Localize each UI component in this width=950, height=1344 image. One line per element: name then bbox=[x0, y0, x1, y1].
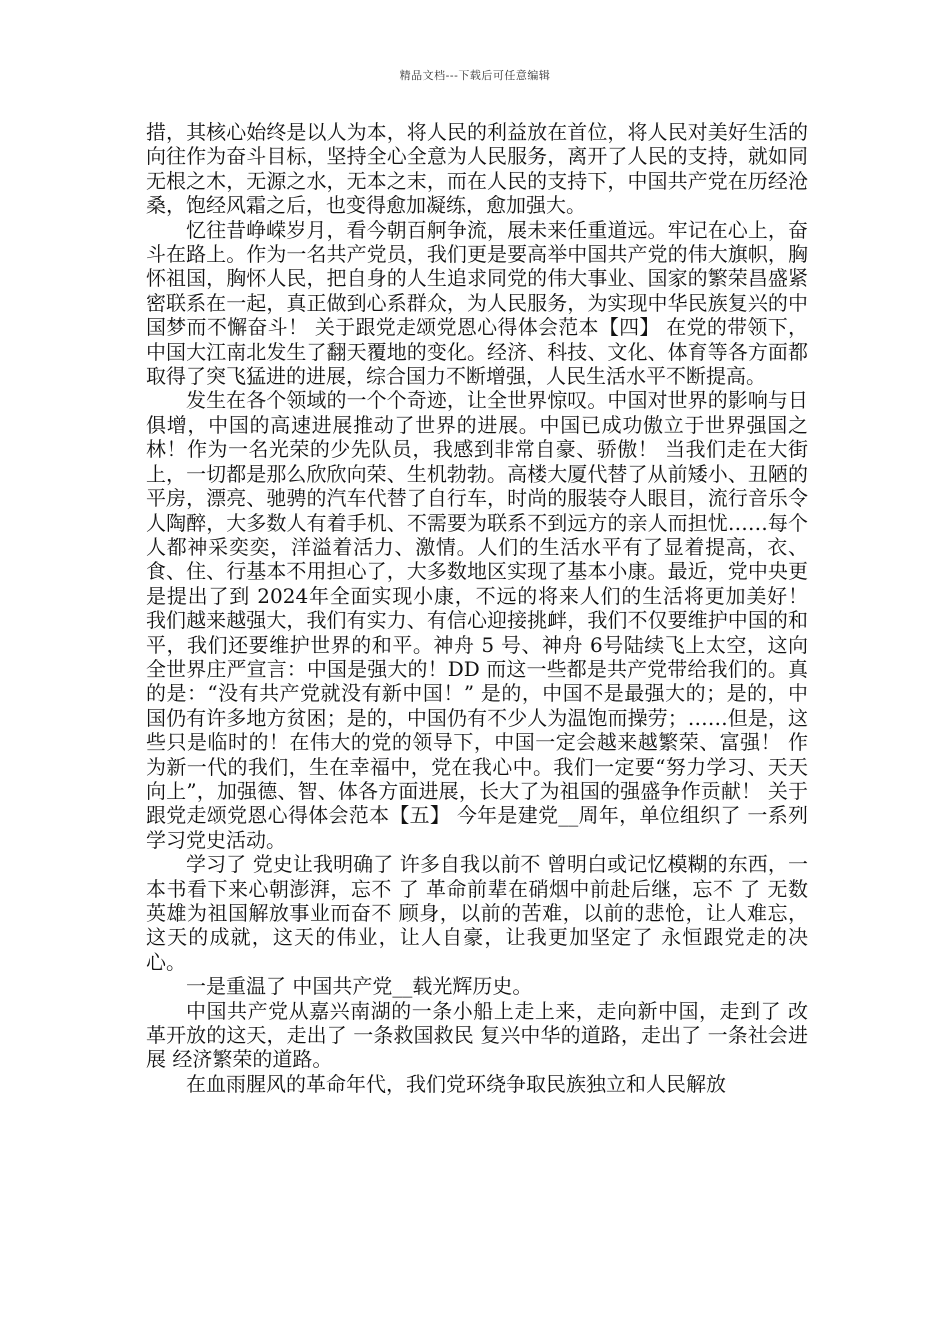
paragraph: 在血雨腥风的革命年代，我们党环绕争取民族独立和人民解放 bbox=[186, 1071, 726, 1096]
page-header: 精品文档---下载后可任意编辑 bbox=[399, 69, 551, 82]
paragraph: 一是重温了 中国共产党__载光辉历史。 bbox=[186, 974, 533, 999]
paragraph: 中国共产党从嘉兴南湖的一条小船上走上来，走向新中国，走到了 改革开放的这天，走出了 一条救国救民 复兴中华的道路，走出了 一条社会进展 经济繁荣的道路。 bbox=[146, 998, 808, 1072]
paragraph: 发生在各个领域的一个个奇迹，让全世界惊叹。中国对世界的影响与日俱增，中国的高速进展推动了世界的进展。中国已成功傲立于世界强国之林！作为一名光荣的少先队员，我感到非常自豪、骄傲！ 当我们走在大街上，一切都是那么欣欣向荣、生机勃勃。高楼大厦代替了从前矮小、丑陋的平房，漂亮、驰骋的汽车代替了自行车，时尚的服装夺人眼目，流行音乐令人陶醉，大多数人有着手机、不需要为联系不到远方的亲人而担忧……每个人都神采奕奕，洋溢着活力、激情。人们的生活水平有了显着提高，衣、食、住、行基本不用担心了，大多数地区实现了基本小康。最近，党中央更是提出了到 2024年全面实现小康，不远的将来人们的生活将更加美好！ 我们越来越强大，我们有实力、有信心迎接挑衅，我们不仅要维护中国的和平，我们还要维护世界的和平。神舟 5 号、神舟 6号陆续飞上太空，这向全世界庄严宣言：中国是强大的！DD 而这一些都是共产党带给我们的。真的是：“没有共产党就没有新中国！” 是的，中国不是最强大的；是的，中国仍有许多地方贫困；是的，中国仍有不少人为温饱而操劳；……但是，这些只是临时的！在伟大的党的领导下，中国一定会越来越繁荣、富强！ 作为新一代的我们，生在幸福中，党在我心中。我们一定要“努力学习、天天向上”，加强德、智、体各方面进展，长大了为祖国的强盛争作贡献！ 关于跟党走颂党恩心得体会范本【五】 今年是建党__周年，单位组织了 一系列 学习党史活动。 bbox=[146, 388, 808, 852]
paragraph: 学习了 党史让我明确了 许多自我以前不 曾明白或记忆模糊的东西，一本书看下来心朝澎湃，忘不 了 革命前辈在硝烟中前赴后继，忘不 了 无数英雄为祖国解放事业而奋不 顾身，以前的苦难，以前的悲怆，让人难忘，这天的成就，这天的伟业，让人自豪，让我更加坚定了 永恒跟党走的决心。 bbox=[146, 852, 808, 974]
paragraph: 措，其核心始终是以人为本，将人民的利益放在首位，将人民对美好生活的向往作为奋斗目标，坚持全心全意为人民服务，离开了人民的支持，就如同无根之木，无源之水，无本之末，而在人民的支持下，中国共产党在历经沧桑，饱经风霜之后，也变得愈加凝练，愈加强大。 bbox=[146, 120, 808, 218]
document-body bbox=[146, 120, 808, 1096]
paragraph: 忆往昔峥嵘岁月，看今朝百舸争流，展未来任重道远。牢记在心上，奋斗在路上。作为一名共产党员，我们更是要高举中国共产党的伟大旗帜，胸怀祖国，胸怀人民，把自身的人生追求同党的伟大事业、国家的繁荣昌盛紧密联系在一起，真正做到心系群众，为人民服务，为实现中华民族复兴的中国梦而不懈奋斗！ 关于跟党走颂党恩心得体会范本【四】 在党的带领下，中国大江南北发生了翻天覆地的变化。经济、科技、文化、体育等各方面都取得了突飞猛进的进展，综合国力不断增强，人民生活水平不断提高。 bbox=[146, 217, 808, 389]
